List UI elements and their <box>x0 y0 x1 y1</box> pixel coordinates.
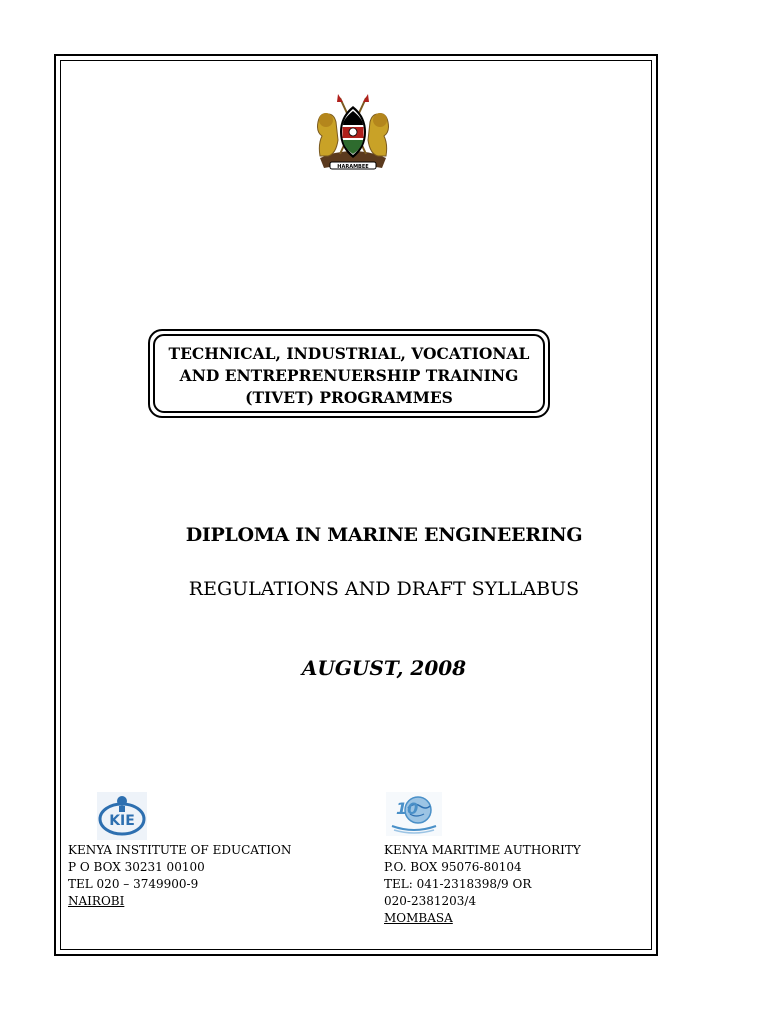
programme-box <box>148 329 550 418</box>
programme-line-2: AND ENTREPRENUERSHIP TRAINING <box>179 366 519 385</box>
kie-address <box>68 842 291 910</box>
programme-line-3: (TIVET) PROGRAMMES <box>245 388 453 407</box>
kie-name: KENYA INSTITUTE OF EDUCATION <box>68 843 292 857</box>
document-date: AUGUST, 2008 <box>301 656 467 680</box>
kma-tel-2: 020-2381203/4 <box>384 894 477 908</box>
programme-box-text <box>150 343 548 409</box>
kma-box: P.O. BOX 95076-80104 <box>384 860 522 874</box>
kma-city: MOMBASA <box>384 911 453 925</box>
document-title: DIPLOMA IN MARINE ENGINEERING <box>185 524 583 546</box>
kie-logo <box>97 792 147 840</box>
kie-city: NAIROBI <box>68 894 125 908</box>
svg-text:HARAMBEE: HARAMBEE <box>337 164 369 170</box>
kie-tel: TEL 020 – 3749900-9 <box>68 877 199 891</box>
programme-line-1: TECHNICAL, INDUSTRIAL, VOCATIONAL <box>168 344 530 363</box>
kie-logo-text: KIE <box>109 813 135 829</box>
kma-tel: TEL: 041-2318398/9 OR <box>384 877 532 891</box>
kma-address <box>384 842 581 927</box>
kenya-coat-of-arms-logo <box>312 92 394 174</box>
svg-text:10: 10 <box>396 799 419 818</box>
kie-box: P O BOX 30231 00100 <box>68 860 205 874</box>
document-subtitle: REGULATIONS AND DRAFT SYLLABUS <box>188 578 580 600</box>
kma-logo <box>386 792 442 836</box>
page-border-inner <box>60 60 652 950</box>
kma-name: KENYA MARITIME AUTHORITY <box>384 843 581 857</box>
